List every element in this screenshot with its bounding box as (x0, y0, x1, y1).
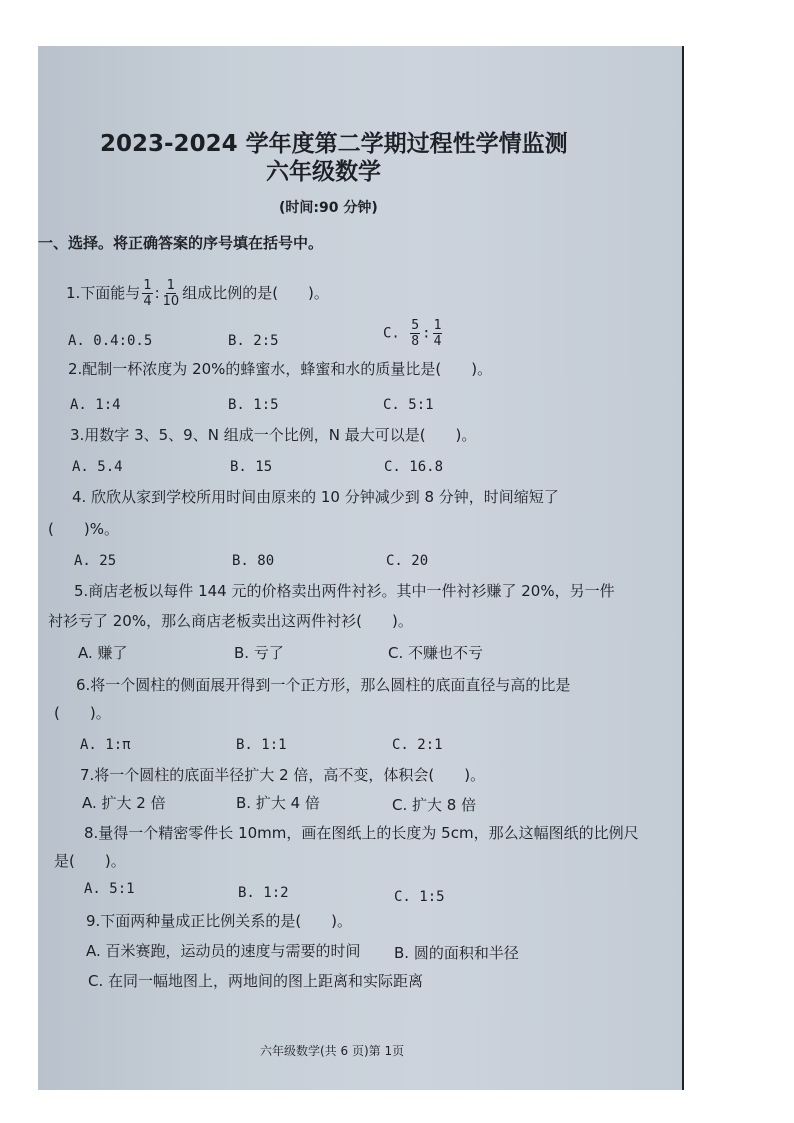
question-8-stem-line2: 是( )。 (54, 852, 126, 870)
question-5-option-a: A. 赚了 (78, 644, 128, 662)
question-3-option-c: C. 16.8 (384, 459, 444, 475)
fraction-1-10: $\frac{1}{10}$ (162, 278, 180, 309)
fraction-1-4: $\frac{1}{4}$ (143, 278, 152, 309)
question-4-stem-line1: 4. 欣欣从家到学校所用时间由原来的 10 分钟减少到 8 分钟，时间缩短了 (72, 488, 559, 506)
question-2-option-a: A. 1:4 (70, 397, 121, 413)
question-8-option-b: B. 1:2 (238, 885, 289, 901)
question-1-option-b: B. 2:5 (228, 333, 279, 349)
page-edge-line (682, 46, 684, 1090)
question-3-stem: 3.用数字 3、5、9、N 组成一个比例，N 最大可以是( )。 (70, 426, 477, 444)
question-4-option-c: C. 20 (386, 553, 429, 569)
question-1-stem: 1.下面能与 $\frac{1}{4}$ : $\frac{1}{10}$ 组成比例的是( )。 (66, 278, 329, 309)
exam-time: (时间:90 分钟) (279, 200, 378, 216)
question-9-option-a: A. 百米赛跑，运动员的速度与需要的时间 (86, 942, 361, 960)
question-8-option-a: A. 5:1 (84, 881, 135, 897)
question-2-option-b: B. 1:5 (228, 397, 279, 413)
question-3-option-a: A. 5.4 (72, 459, 123, 475)
question-5-option-c: C. 不赚也不亏 (388, 644, 484, 662)
question-4-option-b: B. 80 (232, 553, 275, 569)
question-7-stem: 7.将一个圆柱的底面半径扩大 2 倍，高不变，体积会( )。 (80, 766, 486, 784)
question-9-stem: 9.下面两种量成正比例关系的是( )。 (86, 912, 353, 930)
question-2-stem: 2.配制一杯浓度为 20%的蜂蜜水，蜂蜜和水的质量比是( )。 (68, 360, 493, 378)
question-8-stem-line1: 8.量得一个精密零件长 10mm，画在图纸上的长度为 5cm，那么这幅图纸的比例尺 (84, 824, 639, 842)
question-9-option-b: B. 圆的面积和半径 (394, 944, 519, 962)
question-8-option-c: C. 1:5 (394, 889, 445, 905)
question-4-stem-line2: ( )%。 (48, 520, 119, 538)
question-5-stem-line1: 5.商店老板以每件 144 元的价格卖出两件衬衫。其中一件衬衫赚了 20%，另一件 (74, 582, 615, 600)
question-9-option-c: C. 在同一幅地图上，两地间的图上距离和实际距离 (88, 972, 424, 990)
question-2-option-c: C. 5:1 (383, 397, 434, 413)
question-7-option-c: C. 扩大 8 倍 (392, 796, 477, 814)
question-6-option-c: C. 2:1 (392, 737, 443, 753)
bleed-through-text (616, 164, 620, 179)
question-3-option-b: B. 15 (230, 459, 273, 475)
fraction-5-8: $\frac{5}{8}$ (411, 318, 420, 349)
question-6-stem-line2: ( )。 (54, 704, 111, 722)
exam-title: 2023-2024 学年度第二学期过程性学情监测 (100, 131, 568, 157)
exam-subject: 六年级数学 (266, 159, 381, 185)
question-5-stem-line2: 衬衫亏了 20%，那么商店老板卖出这两件衬衫( )。 (48, 612, 413, 630)
question-6-option-b: B. 1:1 (236, 737, 287, 753)
question-7-option-b: B. 扩大 4 倍 (236, 794, 320, 812)
page-footer: 六年级数学(共 6 页)第 1页 (260, 1044, 405, 1058)
question-7-option-a: A. 扩大 2 倍 (82, 794, 166, 812)
question-5-option-b: B. 亏了 (234, 644, 284, 662)
question-6-stem-line1: 6.将一个圆柱的侧面展开得到一个正方形，那么圆柱的底面直径与高的比是 (76, 676, 571, 694)
question-6-option-a: A. 1:π (80, 737, 131, 753)
section-title: 一、选择。将正确答案的序号填在括号中。 (38, 234, 324, 252)
question-4-option-a: A. 25 (74, 553, 117, 569)
fraction-1-4-option: $\frac{1}{4}$ (433, 318, 442, 349)
question-1-option-a: A. 0.4:0.5 (68, 333, 153, 349)
exam-sheet (38, 46, 684, 1090)
question-1-option-c: C. $\frac{5}{8}$ : $\frac{1}{4}$ (383, 318, 442, 349)
